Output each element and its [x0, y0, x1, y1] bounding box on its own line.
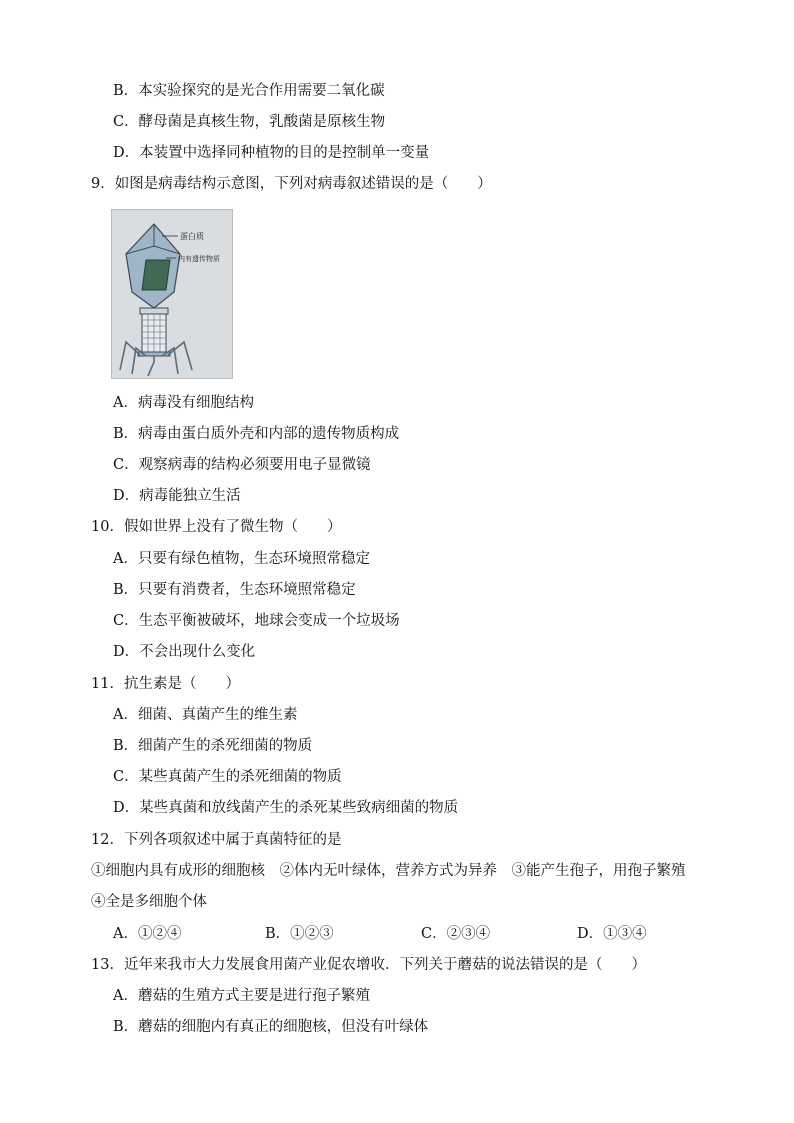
q13-option-a: A．蘑菇的生殖方式主要是进行孢子繁殖: [113, 988, 370, 1004]
collar: [140, 308, 168, 314]
genetic-material: [142, 260, 170, 290]
virus-structure-figure: [111, 209, 233, 379]
q12-option-a: A．①②④: [113, 926, 182, 942]
q8-option-d: D．本装置中选择同种植物的目的是控制单一变量: [113, 145, 430, 161]
q13-stem: 13．近年来我市大力发展食用菌产业促农增收．下列关于蘑菇的说法错误的是（ ）: [91, 957, 646, 973]
q10-option-b: B．只要有消费者，生态环境照常稳定: [113, 582, 356, 598]
q12-option-d: D．①③④: [577, 926, 647, 942]
q10-option-a: A．只要有绿色植物，生态环境照常稳定: [113, 551, 370, 567]
figure-label-protein: 蛋白质: [180, 232, 204, 241]
q11-option-c: C．某些真菌产生的杀死细菌的物质: [113, 769, 342, 785]
figure-label-genetic: 内有遗传物质: [178, 255, 220, 263]
q12-option-b: B．①②③: [265, 926, 334, 942]
q12-option-c: C．②③④: [421, 926, 491, 942]
q9-option-b: B．病毒由蛋白质外壳和内部的遗传物质构成: [113, 426, 400, 442]
q11-option-d: D．某些真菌和放线菌产生的杀死某些致病细菌的物质: [113, 800, 459, 816]
q12-statements-line1: ①细胞内具有成形的细胞核 ②体内无叶绿体，营养方式为异养 ③能产生孢子，用孢子繁殖: [91, 863, 686, 879]
virus-diagram: [112, 210, 232, 378]
q12-statements-line2: ④全是多细胞个体: [91, 894, 207, 910]
q8-option-c: C．酵母菌是真核生物，乳酸菌是原核生物: [113, 114, 386, 130]
q11-option-a: A．细菌、真菌产生的维生素: [113, 707, 298, 723]
q12-options: [113, 924, 647, 944]
q11-option-b: B．细菌产生的杀死细菌的物质: [113, 738, 313, 754]
q10-stem: 10．假如世界上没有了微生物（ ）: [91, 519, 342, 535]
q10-option-d: D．不会出现什么变化: [113, 644, 256, 660]
q12-stem: 12．下列各项叙述中属于真菌特征的是: [91, 832, 342, 848]
q10-option-c: C．生态平衡被破坏，地球会变成一个垃圾场: [113, 613, 400, 629]
q9-stem: 9．如图是病毒结构示意图，下列对病毒叙述错误的是（ ）: [91, 176, 492, 192]
q9-option-a: A．病毒没有细胞结构: [113, 395, 254, 411]
q9-option-c: C．观察病毒的结构必须要用电子显微镜: [113, 457, 371, 473]
q13-option-b: B．蘑菇的细胞内有真正的细胞核，但没有叶绿体: [113, 1019, 429, 1035]
q8-option-b: B．本实验探究的是光合作用需要二氧化碳: [113, 83, 385, 99]
q9-option-d: D．病毒能独立生活: [113, 488, 241, 504]
q11-stem: 11．抗生素是（ ）: [91, 676, 240, 692]
